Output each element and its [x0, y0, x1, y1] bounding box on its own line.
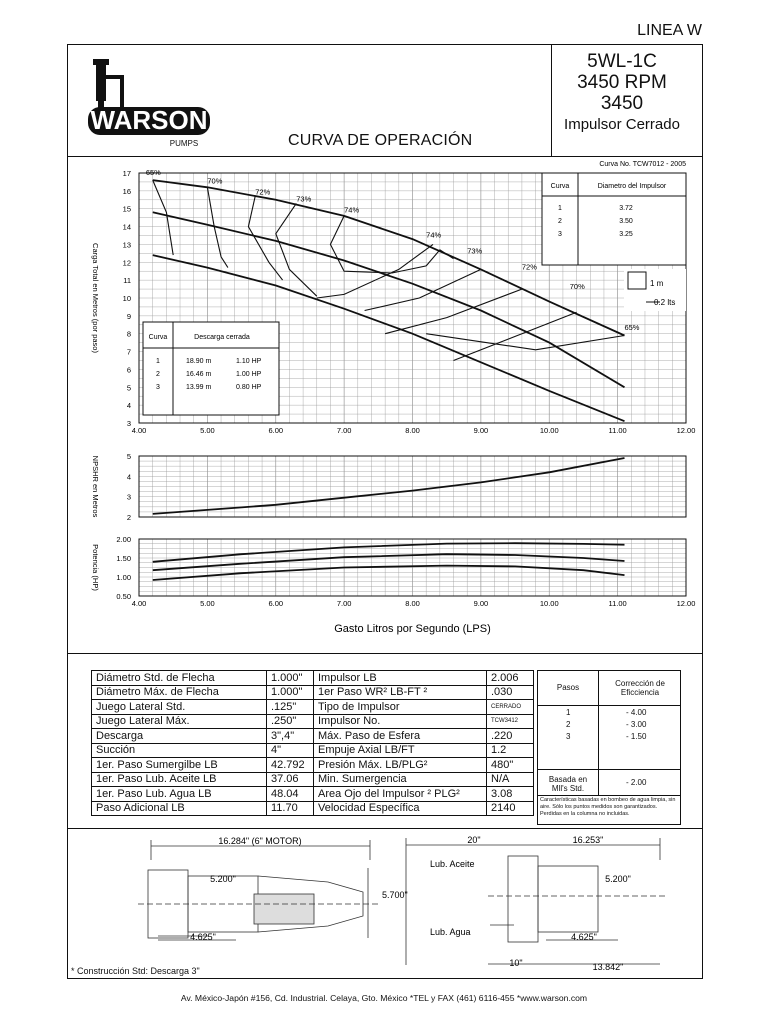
curve-number: Curva No. TCW7012 - 2005	[599, 161, 686, 168]
model-name: 5WL-1C	[587, 51, 657, 72]
dim-right-bottom: 4.625"	[571, 932, 597, 942]
curve-table-curve: 1	[558, 205, 562, 212]
x-tick-label: 9.00	[473, 599, 489, 608]
efficiency-label: 73%	[296, 194, 312, 204]
y-tick-label: 3	[126, 492, 131, 502]
spec-value: 48.04	[267, 787, 314, 802]
curve-table-curve: 3	[558, 231, 562, 238]
dim-right-diameter: 5.200"	[605, 874, 631, 884]
efficiency-label: 72%	[255, 187, 271, 197]
spec-row	[92, 743, 534, 758]
spec-label: Diámetro Máx. de Flecha	[92, 685, 267, 700]
spec-row	[92, 758, 534, 773]
efficiency-label: 65%	[624, 323, 640, 333]
y-tick-label: 11	[123, 276, 131, 286]
y-tick-label: 1.00	[116, 573, 131, 582]
shutoff-head: 13.99 m	[186, 384, 212, 391]
efficiency-label: 70%	[207, 176, 223, 186]
spec-label-2: Min. Sumergencia	[314, 772, 487, 787]
efficiency-correction-table	[537, 670, 681, 825]
y-tick-label: 3	[126, 419, 131, 428]
model-block	[552, 52, 692, 133]
shutoff-header-descarga: Descarga cerrada	[194, 334, 250, 341]
y-axis-label: NPSHR en Metros	[91, 455, 100, 518]
lineshaft-drawing	[406, 838, 668, 965]
spec-value: 1.000"	[267, 671, 314, 686]
spec-label-2: Presión Máx. LB/PLG²	[314, 758, 487, 773]
y-tick-label: 14	[122, 222, 131, 232]
x-tick-label: 5.00	[200, 599, 215, 608]
spec-value: .250"	[267, 714, 314, 729]
spec-value-2: 480"	[487, 758, 534, 773]
y-tick-label: 2	[126, 513, 131, 522]
dim-height: 5.700"	[382, 890, 408, 900]
eff-basada-value: - 2.00	[626, 778, 647, 787]
y-tick-label: 0.50	[116, 592, 131, 601]
eff-note: Características basadas en bombeo de agua limpia, sin aire. Sólo los puntos medidos son garantizados. Perdidas en la columna no incluidas.	[540, 797, 676, 817]
spec-value-2: .030	[487, 685, 534, 700]
dim-left-bottom: 4.625"	[190, 932, 216, 942]
curve-table-diameter: 3.25	[619, 231, 633, 238]
eff-row-2-step: 2	[566, 720, 571, 729]
dim-left-diameter: 5.200"	[210, 874, 236, 884]
shutoff-head: 16.46 m	[186, 371, 212, 378]
line-label: LINEA W	[637, 22, 702, 39]
spec-row	[92, 685, 534, 700]
model-rpm-value: 3450	[600, 92, 644, 114]
spec-value-2: 2.006	[487, 671, 534, 686]
spec-value-2: 1.2	[487, 743, 534, 758]
y-tick-label: 10	[122, 294, 131, 303]
spec-row	[92, 787, 534, 802]
logo-pump-body	[96, 61, 106, 101]
spec-value-2: 3.08	[487, 787, 534, 802]
spec-value: 4"	[267, 743, 314, 758]
y-tick-label: 8	[126, 329, 131, 339]
y-tick-label: 5	[126, 383, 131, 393]
eff-row-3-value: - 1.50	[626, 732, 647, 741]
efficiency-label: 70%	[569, 282, 585, 292]
page-title: CURVA DE OPERACIÓN	[288, 132, 473, 149]
curve-table-curve: 2	[558, 218, 562, 225]
npsh-chart	[91, 452, 686, 522]
spec-label-2: Impulsor No.	[314, 714, 487, 729]
x-tick-label: 10.00	[539, 599, 559, 608]
series-line-npsh	[153, 458, 625, 514]
x-tick-label: 8.00	[405, 599, 420, 608]
dim-top-20: 20"	[467, 835, 481, 845]
x-tick-label: 6.00	[268, 426, 284, 435]
scale-legend-horizontal: 0.2 lts	[654, 298, 676, 307]
spec-label: Diámetro Std. de Flecha	[92, 671, 267, 686]
iso-efficiency-line	[426, 334, 624, 350]
curve-table-diameter: 3.50	[619, 218, 633, 225]
spec-value-2: 2140	[487, 801, 534, 816]
y-tick-label: 7	[126, 347, 131, 357]
spec-value-2: .220	[487, 729, 534, 744]
spec-row	[92, 714, 534, 729]
x-tick-label: 4.00	[131, 599, 147, 608]
y-axis-label: Carga Total en Metros (por paso)	[91, 243, 100, 353]
spec-value-2: N/A	[487, 772, 534, 787]
spec-value: 37.06	[267, 772, 314, 787]
shutoff-hp: 1.10 HP	[236, 358, 262, 365]
y-tick-label: 16	[122, 186, 131, 196]
spec-label-2: Tipo de Impulsor	[314, 700, 487, 715]
shutoff-curve: 3	[156, 384, 160, 391]
y-tick-label: 12	[122, 258, 131, 268]
eff-row-3-step: 3	[566, 732, 571, 741]
dim-top-right: 16.253"	[572, 835, 604, 845]
efficiency-label: 74%	[344, 205, 360, 215]
spec-label-2: Velocidad Específica	[314, 801, 487, 816]
x-axis-label: Gasto Litros por Segundo (LPS)	[334, 623, 491, 635]
spec-row	[92, 801, 534, 816]
dimension-drawings	[68, 830, 702, 970]
divider-specs	[68, 828, 702, 829]
dim-motor: 16.284" (6" MOTOR)	[218, 836, 302, 846]
shutoff-header-curva: Curva	[148, 334, 168, 341]
curve-table-diameter: 3.72	[619, 205, 633, 212]
shutoff-hp: 0.80 HP	[236, 384, 262, 391]
spec-label: 1er. Paso Sumergilbe LB	[92, 758, 267, 773]
label-lub-agua: Lub. Agua	[430, 927, 471, 937]
spec-row	[92, 700, 534, 715]
power-chart	[91, 535, 695, 635]
spec-label: 1er. Paso Lub. Aceite LB	[92, 772, 267, 787]
spec-value: 11.70	[267, 801, 314, 816]
x-tick-label: 11.00	[608, 599, 627, 608]
x-tick-label: 8.00	[405, 426, 420, 435]
spec-value-2: CERRADO	[487, 700, 534, 715]
scale-legend-vertical: 1 m	[650, 279, 664, 288]
eff-row-2-value: - 3.00	[626, 720, 647, 729]
warson-logo	[84, 55, 214, 150]
spec-value: 3",4"	[267, 729, 314, 744]
spec-row	[92, 671, 534, 686]
specs-table	[91, 670, 534, 816]
label-lub-aceite: Lub. Aceite	[430, 859, 475, 869]
y-tick-label: 17	[122, 169, 131, 178]
construction-note: * Construcción Std: Descarga 3"	[71, 966, 200, 976]
spec-label-2: Area Ojo del Impulsor ² PLG²	[314, 787, 487, 802]
eff-row-1-value: - 4.00	[626, 708, 647, 717]
series-line-1	[153, 543, 625, 562]
iso-efficiency-line	[276, 203, 317, 296]
dim-bottom-right: 13.842"	[592, 962, 624, 970]
dim-bottom-10: 10"	[509, 958, 523, 968]
eff-header-correction: Corrección de Eficciencia	[599, 671, 681, 706]
submersible-drawing	[138, 840, 378, 940]
spec-label-2: Máx. Paso de Esfera	[314, 729, 487, 744]
x-tick-label: 7.00	[336, 599, 352, 608]
spec-value: .125"	[267, 700, 314, 715]
divider-charts	[68, 653, 702, 654]
x-tick-label: 12.00	[676, 426, 696, 435]
curve-table-header-diameter: Diametro del Impulsor	[597, 183, 667, 190]
spec-label: Paso Adicional LB	[92, 801, 267, 816]
logo-brand: WARSON	[90, 105, 208, 135]
efficiency-label: 74%	[426, 230, 442, 240]
x-tick-label: 12.00	[676, 599, 696, 608]
y-tick-label: 13	[122, 240, 131, 250]
spec-value-2: TCW3412	[487, 714, 534, 729]
x-tick-label: 9.00	[473, 426, 489, 435]
shutoff-curve: 2	[156, 371, 160, 378]
eff-basada-label: Basada en Mll's Std.	[548, 775, 588, 793]
x-tick-label: 5.00	[200, 426, 215, 435]
y-tick-label: 2.00	[116, 535, 131, 544]
y-tick-label: 4	[126, 472, 131, 482]
series-line-3	[153, 566, 625, 580]
x-tick-label: 11.00	[608, 426, 627, 435]
spec-row	[92, 772, 534, 787]
efficiency-label: 65%	[145, 167, 161, 177]
spec-label: Descarga	[92, 729, 267, 744]
efficiency-label: 73%	[467, 246, 483, 256]
shutoff-head: 18.90 m	[186, 358, 212, 365]
spec-value: 1.000"	[267, 685, 314, 700]
logo-sub: PUMPS	[169, 139, 199, 148]
spec-value: 42.792	[267, 758, 314, 773]
spec-label: Succión	[92, 743, 267, 758]
spec-label-2: 1er Paso WR² LB-FT ²	[314, 685, 487, 700]
y-tick-label: 1.50	[116, 554, 131, 563]
eff-row-1-step: 1	[566, 708, 571, 717]
x-tick-label: 4.00	[131, 426, 147, 435]
eff-header-pasos: Pasos	[538, 671, 599, 706]
y-tick-label: 15	[122, 204, 131, 214]
model-rpm: 3450 RPM	[577, 71, 667, 93]
x-tick-label: 10.00	[539, 426, 559, 435]
y-tick-label: 4	[126, 401, 131, 411]
y-axis-label: Potencia (HP)	[91, 544, 100, 591]
impeller-type: Impulsor Cerrado	[564, 115, 680, 133]
iso-efficiency-line	[454, 312, 577, 360]
x-tick-label: 7.00	[336, 426, 352, 435]
footer-address: Av. México-Japón #156, Cd. Industrial. Celaya, Gto. México *TEL y FAX (461) 6116-455 *www.warson.com	[180, 993, 588, 1003]
spec-label-2: Impulsor LB	[314, 671, 487, 686]
y-tick-label: 6	[126, 365, 131, 375]
shutoff-hp: 1.00 HP	[236, 371, 262, 378]
spec-label: Juego Lateral Máx.	[92, 714, 267, 729]
x-tick-label: 6.00	[268, 599, 284, 608]
y-tick-label: 5	[126, 452, 131, 461]
curve-table-header-curva: Curva	[550, 183, 570, 190]
spec-label-2: Empuje Axial LB/FT	[314, 743, 487, 758]
performance-charts	[0, 156, 768, 646]
spec-label: Juego Lateral Std.	[92, 700, 267, 715]
y-tick-label: 9	[126, 311, 131, 321]
efficiency-label: 72%	[521, 262, 537, 272]
spec-row	[92, 729, 534, 744]
spec-label: 1er. Paso Lub. Agua LB	[92, 787, 267, 802]
shutoff-curve: 1	[156, 358, 160, 365]
